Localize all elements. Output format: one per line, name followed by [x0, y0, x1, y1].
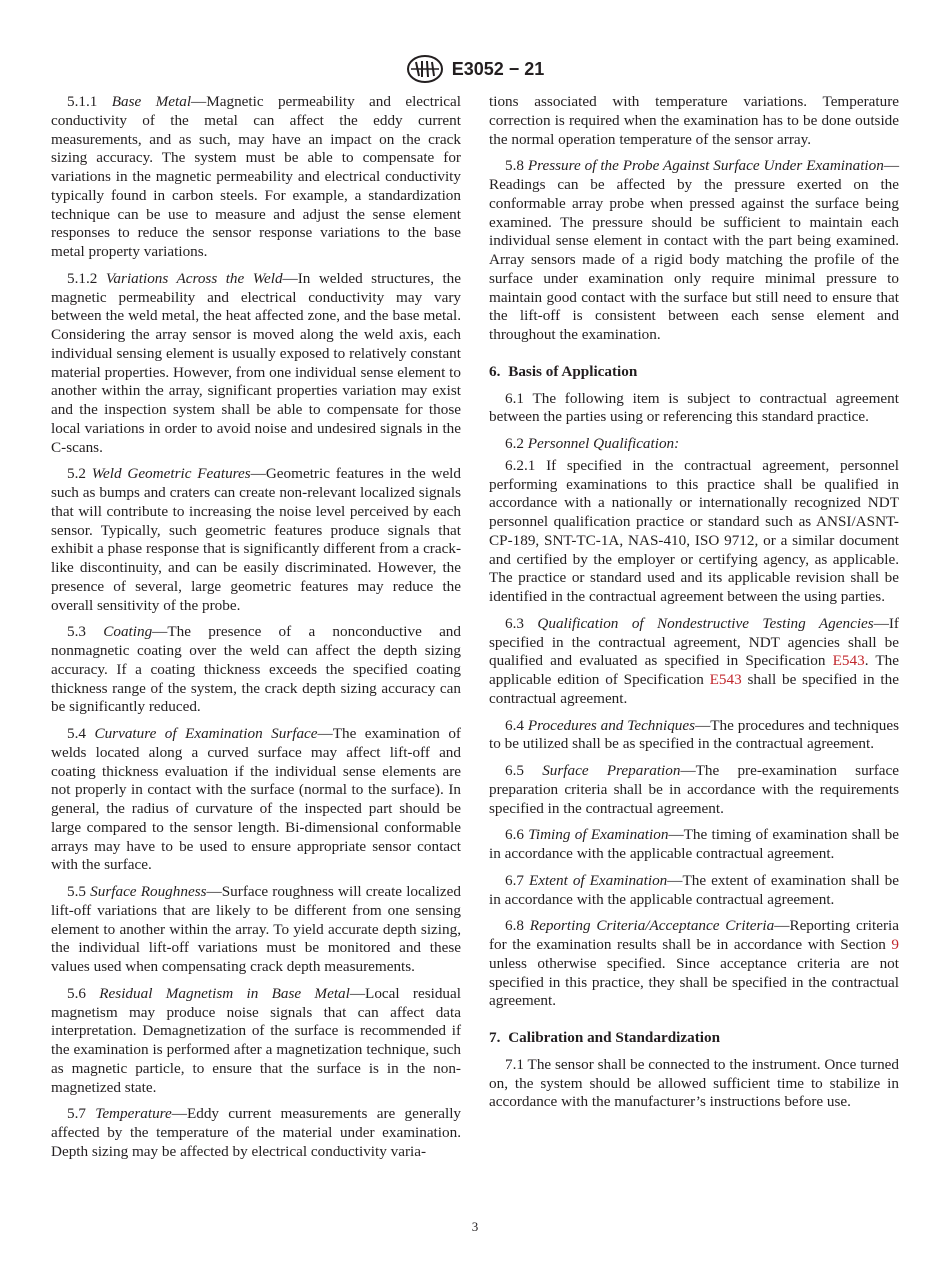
e543-link[interactable]: E543	[832, 652, 865, 670]
astm-logo-icon	[406, 54, 444, 84]
paragraph-5-5: 5.5 Surface Roughness—Surface roughness will create localized lift-off variations that are likely to be different from one sensing element to another within the array. To yield accurate depth sizing, the individual lift-off variations must be monitored and these values used when compensating crack depth measurements.	[51, 883, 462, 975]
paragraph-6-3: 6.3 Qualification of Nondestructive Testing Agencies—If specified in the contractual agreement, NDT agencies shall be qualified and evaluated as specified in Specification E543. The applicable edition of Specification E543 shall be specified in the contractual agreement.	[489, 614, 899, 707]
paragraph-5-7-continuation: tions associated with temperature variations. Temperature correction is required when the examination has to be done outside the normal operation temperature of the sensor array.	[489, 93, 899, 148]
paragraph-6-7: 6.7 Extent of Examination—The extent of examination shall be in accordance with the applicable contractual agreement.	[489, 871, 900, 908]
standard-designation: E3052 − 21	[451, 58, 545, 79]
paragraph-7-1: 7.1 The sensor shall be connected to the instrument. Once turned on, the system should be allowed sufficient time to stabilize in accordance with the manufacturer’s instructions before use.	[489, 1055, 899, 1111]
paragraph-6-2-1: 6.2.1 If specified in the contractual agreement, personnel performing examinations to this practice shall be qualified in accordance with a nationally or internationally recognized NDT personnel qualification practice or standard such as ANSI/ASNT-CP-189, SNT-TC-1A, NAS-410, ISO 9712, or a similar document and certified by the employer or certifying agency, as applicable. The practice or standard used and its applicable revision shall be identified in the contractual agreement between the using parties.	[489, 456, 899, 605]
left-column	[51, 93, 461, 1170]
paragraph-5-6: 5.6 Residual Magnetism in Base Metal—Local residual magnetism may produce noise signals that can affect data interpretation. Demagnetization of the surface is recommended if the examination is performed after a magnetization technique, such as magnetic particle, to ensure that the surface is in the non-magnetized state.	[51, 984, 461, 1096]
paragraph-5-7: 5.7 Temperature—Eddy current measurements are generally affected by the temperature of the material under examination. Depth sizing may be affected by electrical conductivity varia-	[51, 1105, 462, 1160]
section-heading-7: 7. Calibration and Standardization	[489, 1029, 721, 1046]
paragraph-6-2: 6.2 Personnel Qualification:	[505, 435, 680, 452]
paragraph-5-1-2: 5.1.2 Variations Across the Weld—In welded structures, the magnetic permeability and electrical conductivity may vary between the weld metal, the heat affected zone, and the base metal. Considering the array sensor is moved along the weld axis, each individual sensing element is usually exposed to relatively constant material properties. However, from one individual sense element to another within the array, significant properties variation may exist and the inspection system shall be able to compensate for those local variations in order to avoid noise and undesired signals in the C-scans.	[51, 269, 462, 456]
paragraph-5-4: 5.4 Curvature of Examination Surface—The examination of welds located along a curved surface may affect lift-off and coating thickness evaluation if the individual sense elements are not properly in contact with the surface (normal to the surface). In general, the radius of curvature of the inspected part should be large compared to the sensor length. Bi-dimensional conformable arrays may have to be used to ensure appropriate sensor contact with the surface.	[51, 725, 461, 874]
paragraph-5-8: 5.8 Pressure of the Probe Against Surface Under Examination—Readings can be affected by the pressure exerted on the conformable array probe when pressed against the surface being examined. The pressure should be sufficient to maintain each individual sense element in contact with the part being examined. Array sensors made of a rigid body matching the profile of the surface under examination only require minimal pressure to maintain good contact with the surface but still need to ensure that the lift-off is consistent between each sense element and throughout the examination.	[489, 157, 900, 343]
paragraph-6-6: 6.6 Timing of Examination—The timing of examination shall be in accordance with the applicable contractual agreement.	[489, 826, 900, 862]
paragraph-6-1: 6.1 The following item is subject to contractual agreement between the parties using or referencing this standard practice.	[489, 389, 899, 426]
page-header	[0, 54, 950, 84]
section-9-link[interactable]: 9	[891, 936, 899, 953]
page-number: 3	[471, 1219, 479, 1234]
paragraph-6-8: 6.8 Reporting Criteria/Acceptance Criteria—Reporting criteria for the examination results shall be in accordance with Section 9 unless otherwise specified. Since acceptance criteria are not specified in this practice, they shall be specified in the contractual agreement.	[489, 917, 899, 1010]
e543-link[interactable]: E543	[709, 671, 742, 688]
paragraph-6-4: 6.4 Procedures and Techniques—The procedures and techniques to be utilized shall be as specified in the contractual agreement.	[489, 716, 899, 753]
paragraph-5-3: 5.3 Coating—The presence of a nonconductive and nonmagnetic coating over the weld can affect the depth sizing accuracy. If a coating thickness exceeds the specified coating thickness range of the system, the crack depth sizing accuracy can be significantly reduced.	[51, 623, 461, 716]
section-heading-6: 6. Basis of Application	[489, 362, 638, 380]
right-column	[489, 93, 899, 1120]
paragraph-5-1-1: 5.1.1 Base Metal—Magnetic permeability and electrical conductivity of the metal can affect the eddy current measurements, and as such, may have an impact on the crack sizing accuracy. The system must be able to compensate for variations in the magnetic permeability and electrical conductivity typically found in carbon steels. For example, a standardization technique can be use to measure and adjust the sense element responses to reduce the sensor response variations to the base metal property variations.	[51, 93, 461, 260]
paragraph-6-5: 6.5 Surface Preparation—The pre-examination surface preparation criteria shall be in accordance with the requirements specified in the contractual agreement.	[489, 762, 900, 817]
paragraph-5-2: 5.2 Weld Geometric Features—Geometric features in the weld such as bumps and craters can create non-relevant localized signals that will contribute to increasing the noise level perceived by each sensor. Typically, such geometric features produce signals that exhibit a phase response that is significantly different from a crack-like discontinuity, and can be easily discriminated. However, the presence of several, large geometric features may reduce the overall sensitivity of the probe.	[51, 465, 461, 614]
